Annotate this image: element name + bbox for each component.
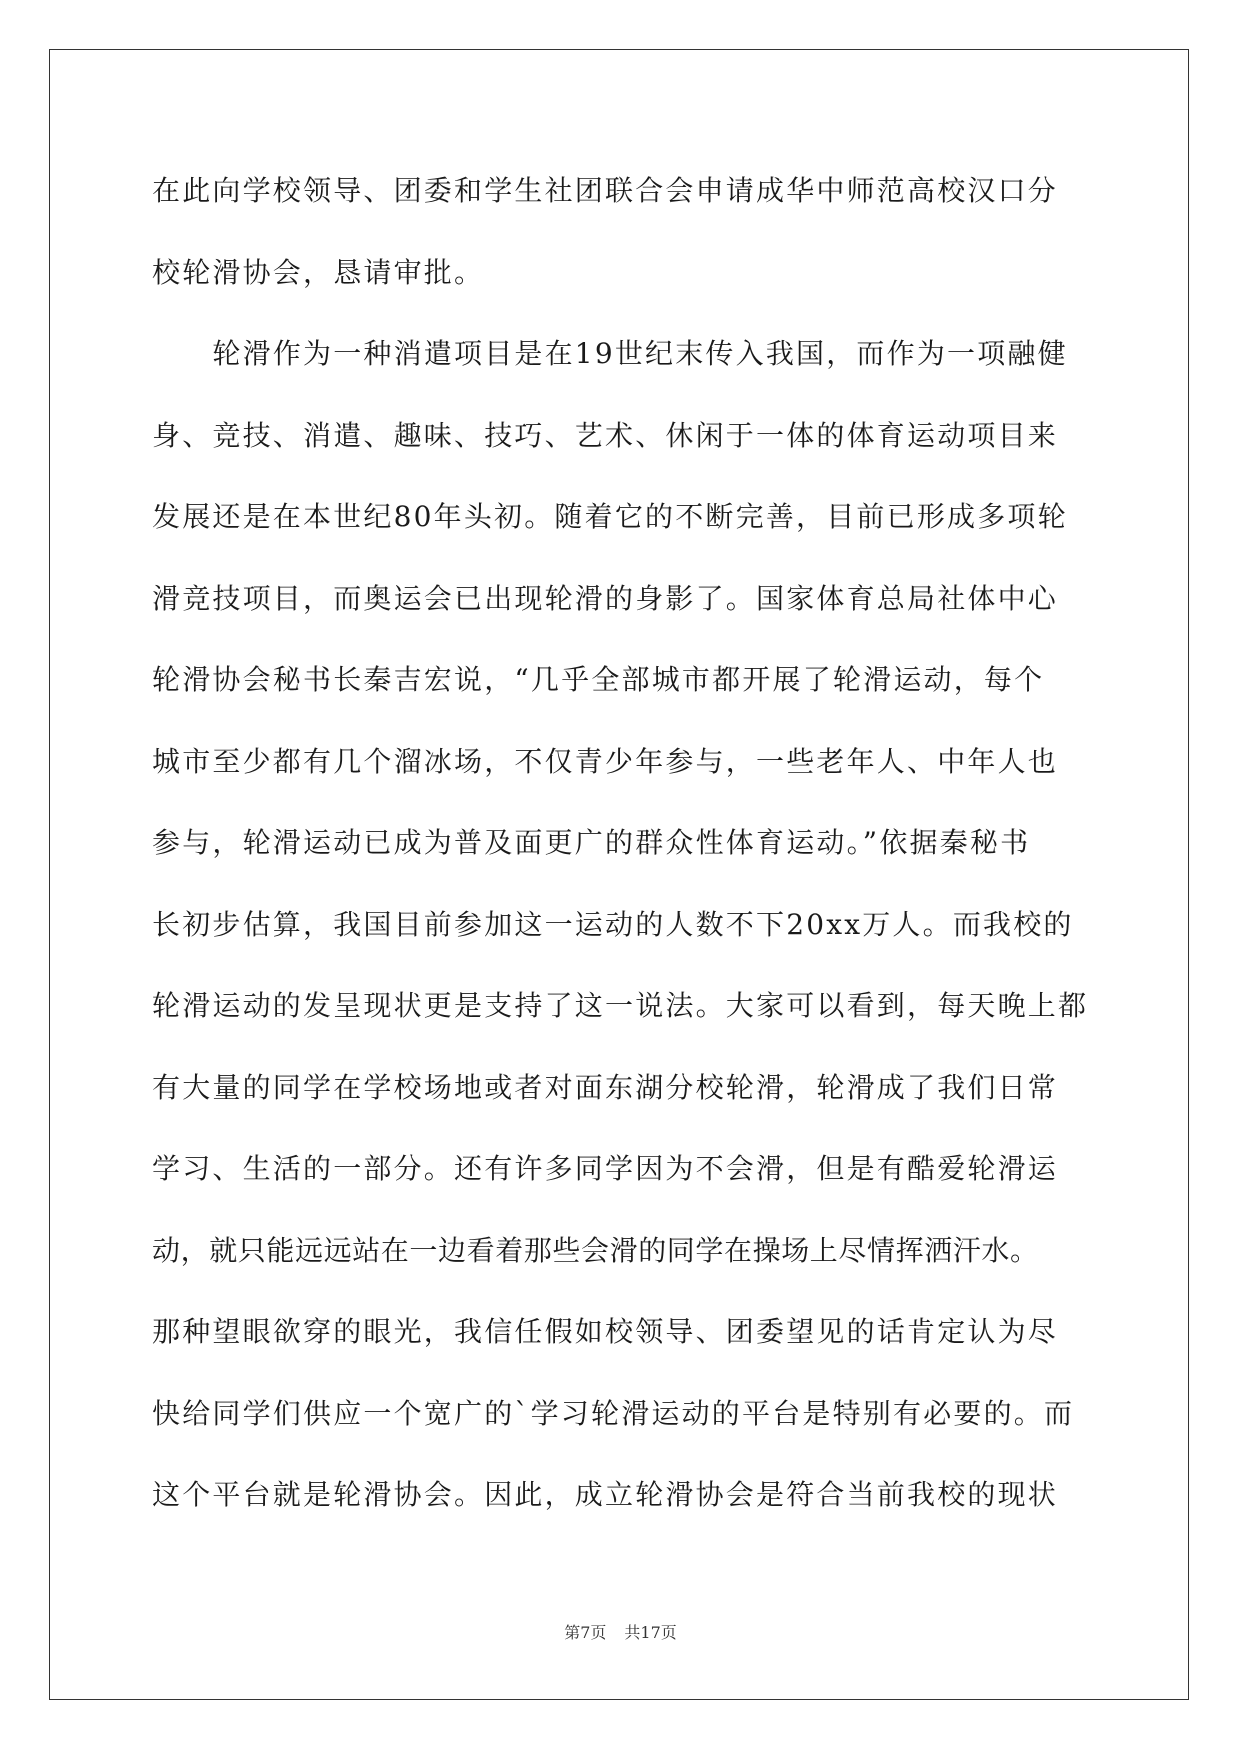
page-number-total: 共17页 xyxy=(624,1623,677,1642)
text-line: 在此向学校领导、团委和学生社团联合会申请成华中师范高校汉口分 xyxy=(152,174,1059,207)
text-line: 那种望眼欲穿的眼光，我信任假如校领导、团委望见的话肯定认为尽 xyxy=(152,1315,1059,1348)
text-line: 这个平台就是轮滑协会。因此，成立轮滑协会是符合当前我校的现状 xyxy=(152,1478,1059,1511)
text-line: 轮滑协会秘书长秦吉宏说，“几乎全部城市都开展了轮滑运动，每个 xyxy=(152,663,1045,696)
text-line: 校轮滑协会，恳请审批。 xyxy=(152,255,485,289)
document-body xyxy=(152,150,1092,1536)
text-line: 参与，轮滑运动已成为普及面更广的群众性体育运动。”依据秦秘书 xyxy=(152,826,1031,859)
text-line: 轮滑作为一种消遣项目是在19世纪末传入我国，而作为一项融健 xyxy=(152,337,1068,370)
text-line: 学习、生活的一部分。还有许多同学因为不会滑，但是有酷爱轮滑运 xyxy=(152,1152,1059,1185)
page-number-current: 第7页 xyxy=(564,1623,607,1642)
text-line: 轮滑运动的发呈现状更是支持了这一说法。大家可以看到，每天晚上都 xyxy=(152,989,1089,1022)
text-line: 长初步估算，我国目前参加这一运动的人数不下20xx万人。而我校的 xyxy=(152,907,1074,941)
page-footer xyxy=(0,1620,1241,1643)
text-line: 动，就只能远远站在一边看着那些会滑的同学在操场上尽情挥洒汗水。 xyxy=(152,1233,1039,1267)
text-line: 滑竞技项目，而奥运会已出现轮滑的身影了。国家体育总局社体中心 xyxy=(152,581,1059,615)
text-line: 快给同学们供应一个宽广的`学习轮滑运动的平台是特别有必要的。而 xyxy=(152,1396,1075,1430)
text-line: 有大量的同学在学校场地或者对面东湖分校轮滑，轮滑成了我们日常 xyxy=(152,1070,1059,1104)
text-line: 身、竞技、消遣、趣味、技巧、艺术、休闲于一体的体育运动项目来 xyxy=(152,418,1059,452)
text-line: 城市至少都有几个溜冰场，不仅青少年参与，一些老年人、中年人也 xyxy=(152,744,1059,778)
text-line: 发展还是在本世纪80年头初。随着它的不断完善，目前已形成多项轮 xyxy=(152,500,1068,533)
